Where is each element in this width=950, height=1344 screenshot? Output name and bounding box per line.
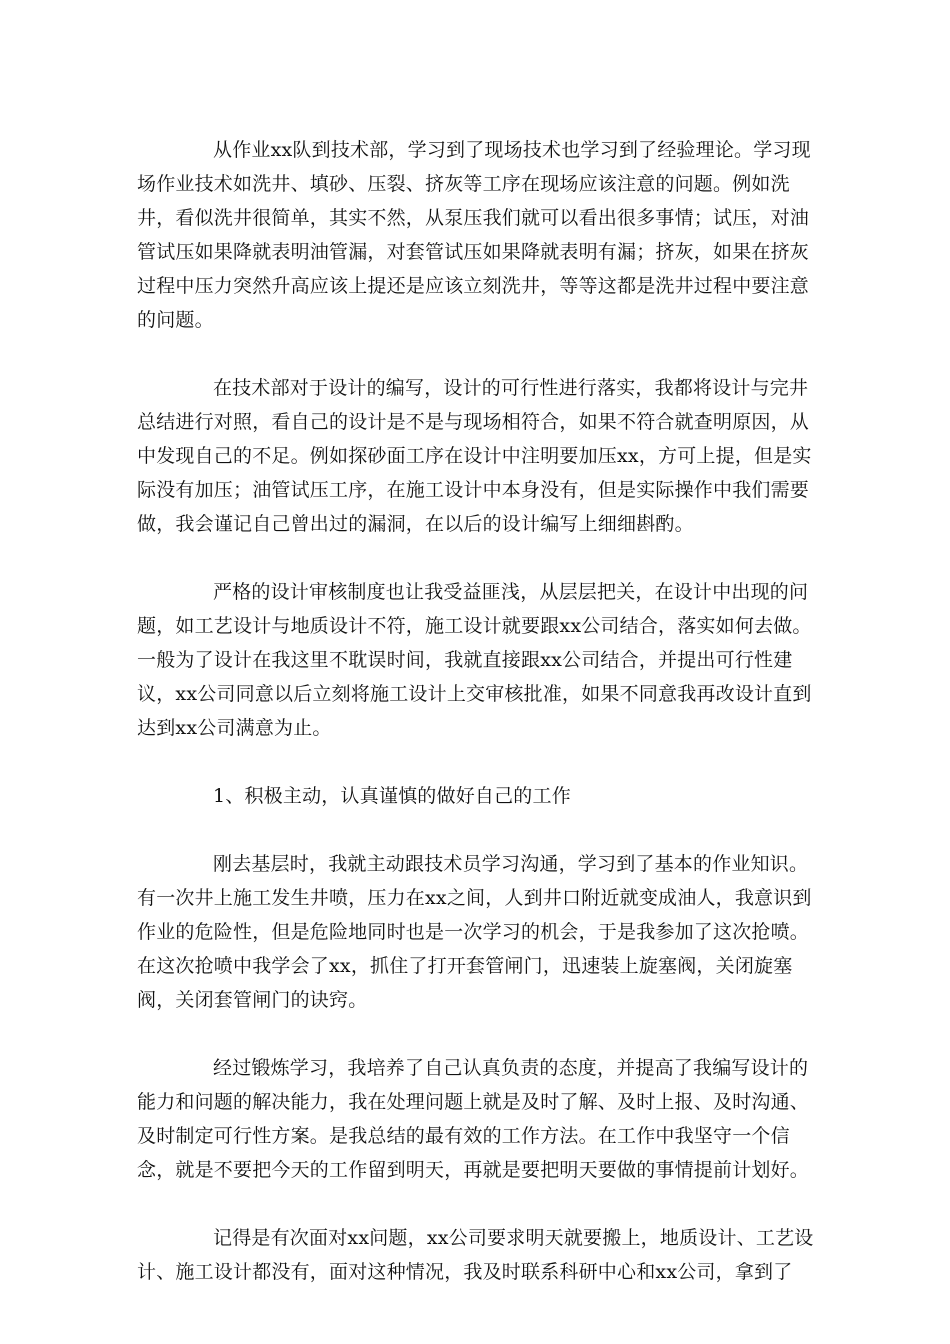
paragraph-1: 从作业xx队到技术部，学习到了现场技术也学习到了经验理论。学习现场作业技术如洗井、填砂、压裂、挤灰等工序在现场应该注意的问题。例如洗井，看似洗井很简单，其实不然，从泵压我们就可以看出很多事情；试压，对油管试压如果降就表明油管漏，对套管试压如果降就表明有漏；挤灰，如果在挤灰过程中压力突然升高应该上提还是应该立刻洗井，等等这都是洗井过程中要注意的问题。 bbox=[137, 139, 811, 331]
document-body bbox=[137, 133, 827, 1289]
section-heading: 1、积极主动，认真谨慎的做好自己的工作 bbox=[213, 785, 571, 807]
paragraph-3: 严格的设计审核制度也让我受益匪浅，从层层把关，在设计中出现的问题，如工艺设计与地质设计不符，施工设计就要跟xx公司结合，落实如何去做。一般为了设计在我这里不耽误时间，我就直接跟xx公司结合，并提出可行性建议，xx公司同意以后立刻将施工设计上交审核批准，如果不同意我再改设计直到达到xx公司满意为止。 bbox=[137, 581, 812, 739]
paragraph-5: 经过锻炼学习，我培养了自己认真负责的态度，并提高了我编写设计的能力和问题的解决能力，我在处理问题上就是及时了解、及时上报、及时沟通、及时制定可行性方案。是我总结的最有效的工作方法。在工作中我坚守一个信念，就是不要把今天的工作留到明天，再就是要把明天要做的事情提前计划好。 bbox=[137, 1057, 810, 1181]
paragraph-4: 刚去基层时，我就主动跟技术员学习沟通，学习到了基本的作业知识。有一次井上施工发生井喷，压力在xx之间，人到井口附近就变成油人，我意识到作业的危险性，但是危险地同时也是一次学习的机会，于是我参加了这次抢喷。在这次抢喷中我学会了xx，抓住了打开套管闸门，迅速装上旋塞阀，关闭旋塞阀，关闭套管闸门的诀窍。 bbox=[137, 853, 812, 1011]
paragraph-2: 在技术部对于设计的编写，设计的可行性进行落实，我都将设计与完井总结进行对照，看自己的设计是不是与现场相符合，如果不符合就查明原因，从中发现自己的不足。例如探砂面工序在设计中注明要加压xx，方可上提，但是实际没有加压；油管试压工序，在施工设计中本身没有，但是实际操作中我们需要做，我会谨记自己曾出过的漏洞，在以后的设计编写上细细斟酌。 bbox=[137, 377, 812, 535]
paragraph-6: 记得是有次面对xx问题，xx公司要求明天就要搬上，地质设计、工艺设计、施工设计都没有，面对这种情况，我及时联系科研中心和xx公司，拿到了 bbox=[137, 1227, 814, 1283]
